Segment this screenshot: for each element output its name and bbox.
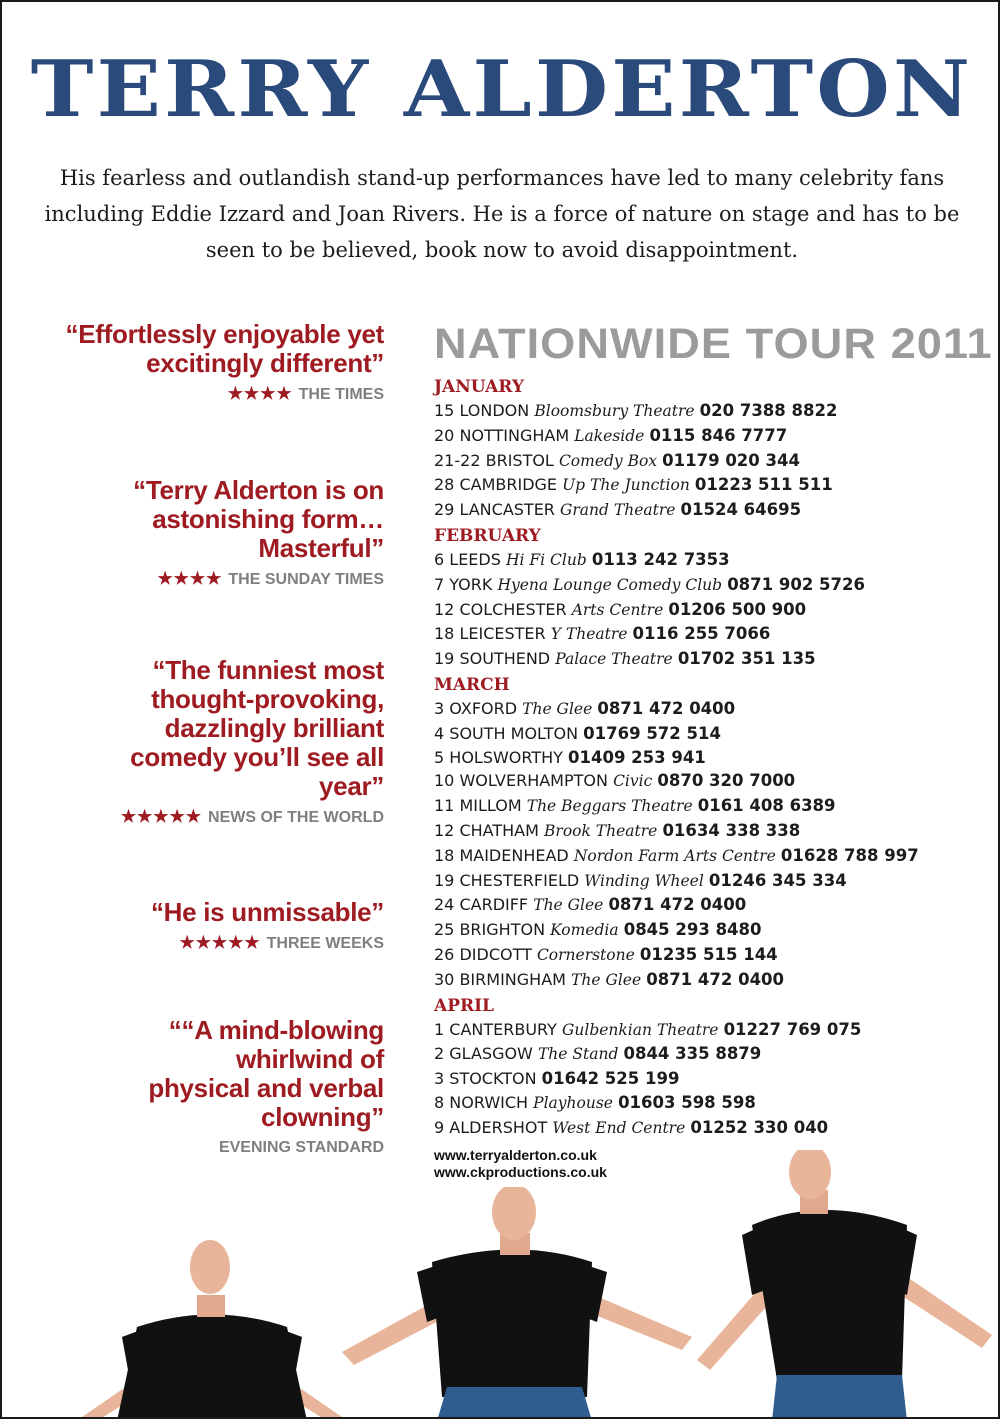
- box-office-phone: 01702 351 135: [677, 649, 816, 669]
- star-rating: ★★★★★: [120, 807, 203, 826]
- tour-date: 10: [434, 771, 455, 791]
- tour-date-row: [434, 449, 994, 474]
- tour-date-row: [434, 746, 994, 770]
- quote-text: “He is unmissable”: [150, 897, 384, 927]
- tour-date-row: [434, 769, 994, 794]
- box-office-phone: 01235 515 144: [639, 944, 778, 964]
- quote-text: ““A mind-blowing whirlwind of physical and verbal clowning”: [148, 1015, 384, 1132]
- tour-city: COLCHESTER: [459, 599, 567, 619]
- tour-date: 12: [434, 599, 455, 619]
- tour-venue: Cornerstone: [536, 945, 635, 964]
- tour-date: 2: [434, 1044, 445, 1064]
- box-office-phone: 0871 472 0400: [608, 895, 747, 915]
- tour-date: 5: [434, 747, 445, 767]
- tour-date-row: [434, 968, 994, 993]
- press-quote: [32, 1016, 384, 1158]
- tour-date: 19: [434, 649, 455, 669]
- tour-city: BRISTOL: [485, 450, 554, 470]
- tour-venue: The Stand: [537, 1045, 619, 1064]
- tour-date: 29: [434, 500, 455, 520]
- tour-city: LEICESTER: [459, 624, 546, 644]
- tour-venue: The Glee: [533, 896, 604, 915]
- month-heading: JANUARY: [434, 377, 525, 397]
- performer-figure-right: [692, 1150, 1000, 1419]
- box-office-phone: 0870 320 7000: [657, 771, 796, 791]
- tour-venue: Nordon Farm Arts Centre: [573, 846, 776, 865]
- tour-city: LEEDS: [449, 549, 501, 569]
- tour-date-row: [434, 869, 994, 894]
- tour-date: 3: [434, 698, 445, 718]
- tour-city: MILLOM: [459, 796, 522, 816]
- tour-venue: West End Centre: [552, 1118, 686, 1137]
- quote-text: “Terry Alderton is on astonishing form… Masterful”: [133, 475, 384, 563]
- box-office-phone: 01409 253 941: [568, 747, 706, 767]
- box-office-phone: 01223 511 511: [694, 475, 833, 495]
- tour-venue: Winding Wheel: [584, 871, 704, 890]
- quote-publication: THE SUNDAY TIMES: [228, 571, 384, 588]
- tour-date-row: [434, 598, 994, 623]
- tour-date: 8: [434, 1092, 445, 1112]
- tour-date-row: [434, 794, 994, 819]
- tour-date-row: [434, 424, 994, 449]
- quote-source: [32, 1138, 384, 1158]
- tour-date: 25: [434, 920, 455, 940]
- quote-text: “The funniest most thought-provoking, dazzlingly brilliant comedy you’ll see all year”: [130, 655, 384, 801]
- press-quote: [32, 476, 384, 590]
- box-office-phone: 01524 64695: [680, 500, 802, 520]
- tour-venue: Comedy Box: [558, 451, 658, 470]
- tour-venue: Lakeside: [574, 426, 645, 445]
- box-office-phone: 0871 902 5726: [727, 574, 865, 594]
- tour-city: DIDCOTT: [459, 944, 532, 964]
- tour-city: CARDIFF: [459, 895, 529, 915]
- tour-date-row: [434, 473, 994, 498]
- box-office-phone: 01628 788 997: [780, 845, 919, 865]
- tour-date: 6: [434, 549, 445, 569]
- tour-date-row: [434, 399, 994, 424]
- tour-venue: Hyena Lounge Comedy Club: [497, 575, 723, 594]
- quote-source: [32, 569, 384, 590]
- performer-figure-center: [332, 1187, 702, 1419]
- box-office-phone: 01206 500 900: [668, 599, 807, 619]
- tour-date-row: [434, 1091, 994, 1116]
- box-office-phone: 01227 769 075: [723, 1019, 862, 1039]
- tour-date-row: [434, 722, 994, 746]
- tour-date-row: [434, 1116, 994, 1141]
- box-office-phone: 01769 572 514: [583, 723, 721, 743]
- box-office-phone: 0113 242 7353: [591, 549, 730, 569]
- quote-publication: NEWS OF THE WORLD: [208, 809, 384, 826]
- tour-date: 18: [434, 624, 455, 644]
- month-heading: FEBRUARY: [434, 525, 541, 546]
- tour-city: CHATHAM: [459, 820, 539, 840]
- tour-venue: Komedia: [550, 921, 619, 940]
- box-office-phone: 01634 338 338: [662, 820, 801, 840]
- tour-date-row: [434, 498, 994, 523]
- tour-date: 3: [434, 1069, 445, 1089]
- tour-city: YORK: [449, 574, 493, 594]
- quote-publication: THREE WEEKS: [266, 935, 384, 952]
- tour-city: CHESTERFIELD: [459, 870, 580, 890]
- poster-title: TERRY ALDERTON: [30, 44, 974, 135]
- tour-venue: Arts Centre: [571, 600, 664, 619]
- tour-venue: The Glee: [571, 970, 642, 989]
- box-office-phone: 0161 408 6389: [697, 796, 836, 816]
- tour-date-row: [434, 1042, 994, 1067]
- tour-city: STOCKTON: [449, 1069, 537, 1089]
- performer-figure-left: [62, 1227, 362, 1419]
- tour-date: 7: [434, 574, 445, 594]
- tour-venue: Gulbenkian Theatre: [562, 1020, 719, 1039]
- tour-date-row: [434, 622, 994, 647]
- tour-city: LANCASTER: [459, 500, 555, 520]
- tour-date: 12: [434, 820, 455, 840]
- tour-date-row: [434, 819, 994, 844]
- tour-venue: Playhouse: [533, 1093, 613, 1112]
- tour-venue: Palace Theatre: [555, 650, 673, 669]
- box-office-phone: 0871 472 0400: [646, 969, 785, 989]
- website-link[interactable]: www.terryalderton.co.uk: [434, 1146, 597, 1163]
- tour-venue: The Beggars Theatre: [526, 797, 693, 816]
- box-office-phone: 0871 472 0400: [597, 698, 736, 718]
- box-office-phone: 0115 846 7777: [649, 425, 788, 445]
- tour-date: 26: [434, 944, 455, 964]
- tour-date-row: [434, 844, 994, 869]
- tour-city: LONDON: [459, 401, 530, 420]
- intro-paragraph: His fearless and outlandish stand-up performances have led to many celebrity fans including Eddie Izzard and Joan Rivers. He is a force of nature on stage and has to be seen to be believed, book now to avoid disappointment.: [44, 166, 960, 262]
- box-office-phone: 0845 293 8480: [623, 920, 762, 940]
- tour-date: 30: [434, 969, 455, 989]
- quote-source: [32, 933, 384, 954]
- tour-venue: Grand Theatre: [560, 501, 676, 520]
- press-quote: [32, 898, 384, 954]
- tour-date: 9: [434, 1117, 445, 1137]
- tour-city: NOTTINGHAM: [459, 425, 570, 445]
- tour-venue: Hi Fi Club: [505, 550, 587, 569]
- tour-date-row: [434, 1067, 994, 1091]
- tour-date: 19: [434, 870, 455, 890]
- press-quote: [32, 656, 384, 828]
- box-office-phone: 0116 255 7066: [632, 624, 771, 644]
- month-heading: APRIL: [434, 995, 495, 1016]
- tour-city: WOLVERHAMPTON: [459, 771, 608, 791]
- box-office-phone: 01246 345 334: [708, 870, 847, 890]
- tour-venue: Bloomsbury Theatre: [534, 402, 695, 420]
- tour-venue: Up The Junction: [562, 476, 690, 495]
- tour-city: ALDERSHOT: [449, 1117, 548, 1137]
- star-rating: ★★★★★: [179, 933, 261, 952]
- tour-city: GLASGOW: [449, 1044, 533, 1064]
- website-link[interactable]: www.ckproductions.co.uk: [434, 1163, 607, 1180]
- quote-text: “Effortlessly enjoyable yet excitingly different”: [65, 319, 384, 378]
- tour-date: 4: [434, 723, 445, 743]
- tour-date-row: [434, 943, 994, 968]
- tour-date: 28: [434, 475, 455, 495]
- tour-venue: The Glee: [522, 699, 593, 718]
- month-heading: MARCH: [434, 674, 510, 695]
- box-office-phone: 01252 330 040: [690, 1117, 829, 1137]
- tour-title: NATIONWIDE TOUR 2011: [434, 320, 993, 368]
- quote-source: [32, 807, 384, 828]
- tour-date-row: [434, 893, 994, 918]
- tour-city: SOUTH MOLTON: [449, 723, 579, 743]
- tour-venue: Civic: [613, 772, 653, 791]
- tour-city: MAIDENHEAD: [459, 845, 569, 865]
- tour-date-row: [434, 1018, 994, 1043]
- tour-date: 21-22: [434, 450, 481, 470]
- box-office-phone: 01642 525 199: [541, 1069, 680, 1089]
- tour-venue: Y Theatre: [550, 625, 628, 644]
- box-office-phone: 020 7388 8822: [699, 401, 838, 420]
- box-office-phone: 01603 598 598: [618, 1092, 756, 1112]
- tour-city: OXFORD: [449, 698, 518, 718]
- tour-city: HOLSWORTHY: [449, 747, 563, 767]
- tour-date: 18: [434, 845, 455, 865]
- quote-source: [32, 384, 384, 405]
- star-rating: ★★★★: [227, 384, 293, 403]
- box-office-phone: 01179 020 344: [662, 450, 800, 470]
- tour-city: CANTERBURY: [449, 1019, 557, 1039]
- quote-publication: EVENING STANDARD: [218, 1139, 384, 1156]
- tour-city: NORWICH: [449, 1092, 529, 1112]
- tour-date: 24: [434, 895, 455, 915]
- star-rating: ★★★★: [157, 569, 223, 588]
- box-office-phone: 0844 335 8879: [623, 1044, 762, 1064]
- tour-date: 1: [434, 1019, 445, 1039]
- tour-date: 20: [434, 425, 455, 445]
- tour-date-row: [434, 647, 994, 672]
- tour-city: SOUTHEND: [459, 649, 551, 669]
- tour-dates: [434, 376, 994, 1141]
- tour-city: BIRMINGHAM: [459, 969, 566, 989]
- tour-date: 15: [434, 401, 455, 420]
- tour-date-row: [434, 697, 994, 722]
- quote-publication: THE TIMES: [298, 386, 384, 403]
- tour-city: CAMBRIDGE: [459, 475, 558, 495]
- tour-venue: Brook Theatre: [544, 821, 658, 840]
- tour-city: BRIGHTON: [459, 920, 546, 940]
- tour-date-row: [434, 573, 994, 598]
- tour-date-row: [434, 918, 994, 943]
- tour-section: [434, 320, 994, 1181]
- tour-date-row: [434, 548, 994, 573]
- tour-date: 11: [434, 796, 455, 816]
- press-quote: [32, 320, 384, 405]
